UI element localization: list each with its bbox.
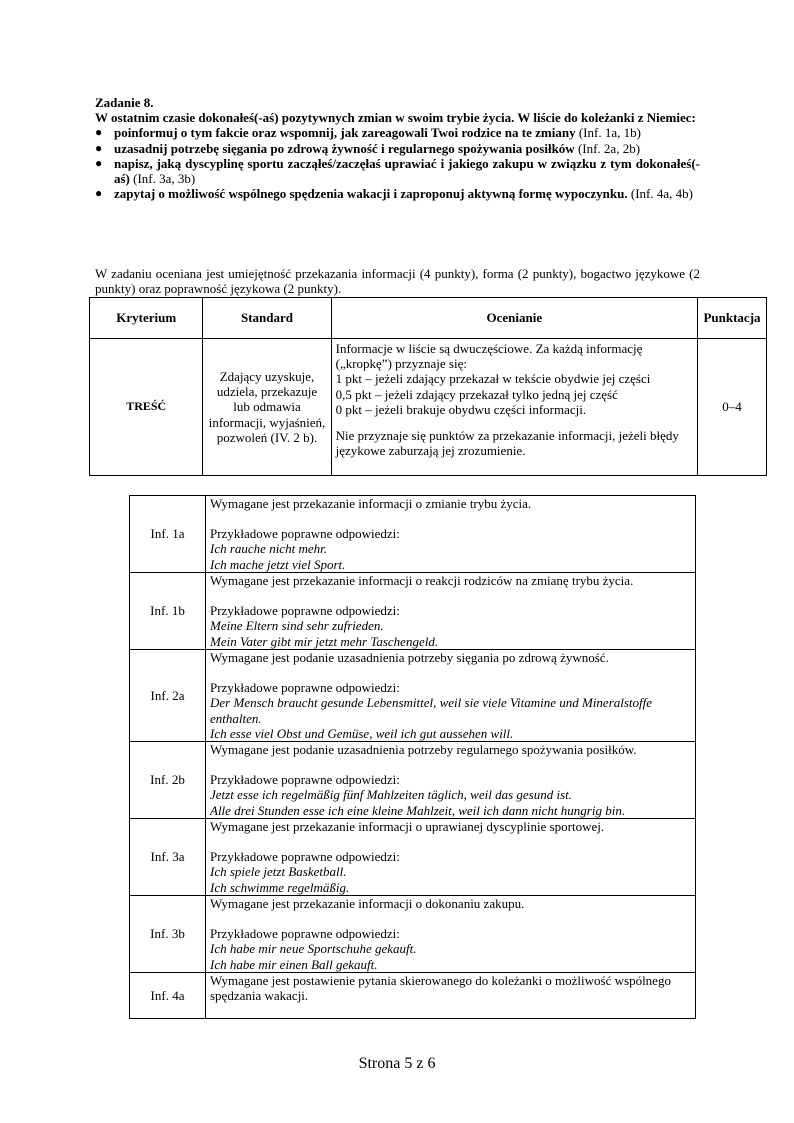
scoring-intro: W zadaniu oceniana jest umiejętność przekazania informacji (4 punkty), forma (2 punkty), bogactwo językowe (2 punkty) oraz poprawność językowa (2 punkty). <box>95 266 700 297</box>
bullet-icon: ● <box>95 186 103 201</box>
info-table <box>129 495 696 1019</box>
example-answer: Ich rauche nicht mehr. <box>210 541 327 557</box>
bullet-text: uzasadnij potrzebę sięgania po zdrową żywność i regularnego spożywania posiłków <box>114 140 575 156</box>
bullet-icon: ● <box>95 140 103 155</box>
criteria-row <box>90 339 767 476</box>
example-answer: Ich esse viel Obst und Gemüse, weil ich gut aussehen will. <box>210 725 514 741</box>
info-label: Inf. 1a <box>130 496 206 573</box>
criteria-table <box>89 297 767 476</box>
bullet-ref: (Inf. 1a, 1b) <box>575 125 641 141</box>
cell-punktacja: 0–4 <box>698 339 767 476</box>
ocenianie-line: 0,5 pkt – jeżeli zdający przekazał tylko jedną jej część <box>335 386 618 402</box>
example-answer: Jetzt esse ich regelmäßig fünf Mahlzeiten täglich, weil das gesund ist. <box>210 787 573 803</box>
info-required: Wymagane jest przekazanie informacji o uprawianej dyscyplinie sportowej. <box>210 819 605 835</box>
task-bullet <box>95 186 700 201</box>
info-body <box>206 973 696 1019</box>
info-required: Wymagane jest podanie uzasadnienia potrzeby regularnego spożywania posiłków. <box>210 742 637 758</box>
example-answer: Ich habe mir einen Ball gekauft. <box>210 956 378 972</box>
info-row <box>130 573 696 650</box>
bullet-ref: (Inf. 2a, 2b) <box>574 140 641 156</box>
cell-ocenianie <box>331 339 697 476</box>
ocenianie-line: Informacje w liście są dwuczęściowe. Za każdą informację („kropkę”) przyznaje się: <box>335 341 643 372</box>
info-body <box>206 573 696 650</box>
info-body <box>206 742 696 819</box>
info-label: Inf. 3b <box>130 896 206 973</box>
info-label: Inf. 2a <box>130 650 206 742</box>
info-row <box>130 496 696 573</box>
info-required: Wymagane jest postawienie pytania skierowanego do koleżanki o możliwość wspólnego spędzania wakacji. <box>210 973 671 1004</box>
info-row <box>130 896 696 973</box>
bullet-ref: (Inf. 3a, 3b) <box>129 171 196 187</box>
example-answer: Ich schwimme regelmäßig. <box>210 879 350 895</box>
info-label: Inf. 1b <box>130 573 206 650</box>
info-row <box>130 742 696 819</box>
examples-label: Przykładowe poprawne odpowiedzi: <box>210 526 400 542</box>
bullet-text: poinformuj o tym fakcie oraz wspomnij, jak zareagowali Twoi rodzice na te zmiany <box>114 125 576 141</box>
bullet-ref: (Inf. 4a, 4b) <box>627 186 693 202</box>
header-punktacja: Punktacja <box>698 298 767 339</box>
info-label: Inf. 2b <box>130 742 206 819</box>
example-answer: Meine Eltern sind sehr zufrieden. <box>210 618 384 634</box>
example-answer: Mein Vater gibt mir jetzt mehr Taschengeld. <box>210 633 439 649</box>
info-required: Wymagane jest przekazanie informacji o reakcji rodziców na zmianę trybu życia. <box>210 573 634 588</box>
ocenianie-line: 0 pkt – jeżeli brakuje obydwu części informacji. <box>335 401 587 417</box>
example-answer: Alle drei Stunden esse ich eine kleine Mahlzeit, weil ich dann nicht hungrig bin. <box>210 802 626 818</box>
task-lead: W ostatnim czasie dokonałeś(-aś) pozytywnych zmian w swoim trybie życia. W liście do koleżanki z Niemiec: <box>95 110 696 126</box>
task-bullet <box>95 125 700 140</box>
info-body <box>206 896 696 973</box>
examples-label: Przykładowe poprawne odpowiedzi: <box>210 926 400 942</box>
examples-label: Przykładowe poprawne odpowiedzi: <box>210 680 400 696</box>
info-label: Inf. 3a <box>130 819 206 896</box>
info-required: Wymagane jest przekazanie informacji o dokonaniu zakupu. <box>210 896 525 912</box>
example-answer: Ich mache jetzt viel Sport. <box>210 556 346 572</box>
info-required: Wymagane jest podanie uzasadnienia potrzeby sięgania po zdrową żywność. <box>210 650 609 665</box>
info-body <box>206 819 696 896</box>
bullet-icon: ● <box>95 155 103 170</box>
header-ocenianie: Ocenianie <box>331 298 697 339</box>
task-block <box>95 95 700 201</box>
example-answer: Der Mensch braucht gesunde Lebensmittel, weil sie viele Vitamine und Mineralstoffe enthalten. <box>210 695 653 726</box>
bullet-text: napisz, jaką dyscyplinę sportu zacząłeś/zaczęłaś uprawiać i jakiego zakupu w związku z tym dokonałeś(-aś) <box>114 155 700 187</box>
task-bullets <box>95 125 700 201</box>
examples-label: Przykładowe poprawne odpowiedzi: <box>210 849 400 865</box>
task-bullet <box>95 141 700 156</box>
examples-label: Przykładowe poprawne odpowiedzi: <box>210 603 400 619</box>
info-row <box>130 973 696 1019</box>
cell-kryterium: TREŚĆ <box>90 339 203 476</box>
cell-standard: Zdający uzyskuje, udziela, przekazuje lub odmawia informacji, wyjaśnień, pozwoleń (IV. 2 b). <box>203 339 331 476</box>
bullet-icon: ● <box>95 125 103 140</box>
page-number: Strona 5 z 6 <box>358 1055 436 1072</box>
info-required: Wymagane jest przekazanie informacji o zmianie trybu życia. <box>210 496 532 511</box>
ocenianie-line: 1 pkt – jeżeli zdający przekazał w tekście obydwie jej części <box>335 371 651 387</box>
info-row <box>130 650 696 742</box>
task-title: Zadanie 8. <box>95 95 154 110</box>
header-standard: Standard <box>203 298 331 339</box>
bullet-text: zapytaj o możliwość wspólnego spędzenia wakacji i zaproponuj aktywną formę wypoczynku. <box>114 186 628 202</box>
info-row <box>130 819 696 896</box>
examples-label: Przykładowe poprawne odpowiedzi: <box>210 772 400 788</box>
criteria-header-row <box>90 298 767 339</box>
example-answer: Ich habe mir neue Sportschuhe gekauft. <box>210 941 417 957</box>
info-body <box>206 650 696 742</box>
header-kryterium: Kryterium <box>90 298 203 339</box>
example-answer: Ich spiele jetzt Basketball. <box>210 864 347 880</box>
info-label: Inf. 4a <box>130 973 206 1019</box>
ocenianie-note: Nie przyznaje się punktów za przekazanie informacji, jeżeli błędy językowe zaburzają jej zrozumienie. <box>335 428 679 459</box>
task-bullet <box>95 156 700 186</box>
info-body <box>206 496 696 573</box>
